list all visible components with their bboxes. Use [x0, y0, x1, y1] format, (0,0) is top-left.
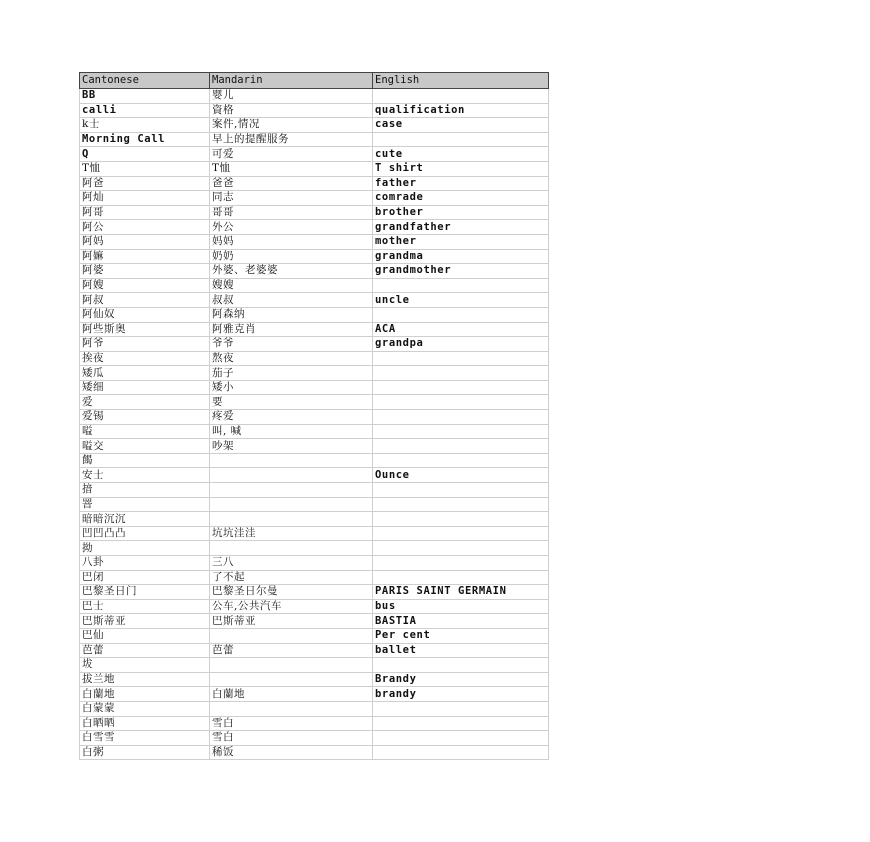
mandarin-cell[interactable]: 外婆、老婆婆 [210, 264, 373, 279]
mandarin-cell[interactable]: 爸爸 [210, 176, 373, 191]
mandarin-cell[interactable]: 疼爱 [210, 410, 373, 425]
cantonese-cell[interactable]: 阿仙奴 [80, 307, 210, 322]
mandarin-cell[interactable]: 叔叔 [210, 293, 373, 308]
english-cell[interactable] [373, 307, 549, 322]
mandarin-cell[interactable]: 熬夜 [210, 351, 373, 366]
cantonese-cell[interactable]: 阿哥 [80, 205, 210, 220]
table-row [80, 745, 549, 760]
table-row [80, 205, 549, 220]
table-header [80, 73, 549, 89]
cantonese-cell[interactable]: 阿爸 [80, 176, 210, 191]
english-cell[interactable]: brandy [373, 687, 549, 702]
english-cell[interactable] [373, 366, 549, 381]
cantonese-cell[interactable]: 阿婆 [80, 264, 210, 279]
english-cell[interactable]: uncle [373, 293, 549, 308]
english-cell[interactable]: father [373, 176, 549, 191]
cantonese-cell[interactable]: 安士 [80, 468, 210, 483]
cantonese-cell[interactable]: 阿叔 [80, 293, 210, 308]
mandarin-cell[interactable]: 要 [210, 395, 373, 410]
cantonese-cell[interactable]: Morning Call [80, 132, 210, 147]
table-row [80, 526, 549, 541]
cantonese-cell[interactable]: 巴士 [80, 599, 210, 614]
english-cell[interactable] [373, 526, 549, 541]
english-cell[interactable] [373, 351, 549, 366]
table-row [80, 556, 549, 571]
table-row [80, 658, 549, 673]
english-cell[interactable]: PARIS SAINT GERMAIN [373, 585, 549, 600]
table-row [80, 220, 549, 235]
cantonese-cell[interactable]: calli [80, 103, 210, 118]
english-cell[interactable]: T shirt [373, 161, 549, 176]
table-row [80, 351, 549, 366]
mandarin-cell[interactable]: T恤 [210, 161, 373, 176]
table-row [80, 731, 549, 746]
mandarin-cell[interactable]: 奶奶 [210, 249, 373, 264]
english-cell[interactable]: comrade [373, 191, 549, 206]
table-row [80, 410, 549, 425]
cantonese-cell[interactable]: 八卦 [80, 556, 210, 571]
table-row [80, 278, 549, 293]
cantonese-cell[interactable]: 阿嫂 [80, 278, 210, 293]
cantonese-cell[interactable]: 白雪雪 [80, 731, 210, 746]
mandarin-cell[interactable]: 巴黎圣日尔曼 [210, 585, 373, 600]
english-cell[interactable]: ballet [373, 643, 549, 658]
english-cell[interactable] [373, 483, 549, 498]
mandarin-cell[interactable]: 矮小 [210, 380, 373, 395]
english-cell[interactable] [373, 132, 549, 147]
mandarin-cell[interactable]: 公车,公共汽车 [210, 599, 373, 614]
cantonese-cell[interactable]: k士 [80, 118, 210, 133]
table-row [80, 380, 549, 395]
mandarin-cell[interactable]: 雪白 [210, 716, 373, 731]
cantonese-cell[interactable]: 拔兰地 [80, 672, 210, 687]
cantonese-cell[interactable]: 嗌 [80, 424, 210, 439]
cantonese-cell[interactable]: 巴仙 [80, 628, 210, 643]
mandarin-cell[interactable] [210, 701, 373, 716]
mandarin-cell[interactable]: 叫, 喊 [210, 424, 373, 439]
english-cell[interactable]: grandfather [373, 220, 549, 235]
table-row [80, 716, 549, 731]
english-cell[interactable]: bus [373, 599, 549, 614]
mandarin-cell[interactable] [210, 453, 373, 468]
table-row [80, 147, 549, 162]
mandarin-cell[interactable]: 婴儿 [210, 89, 373, 104]
cantonese-cell[interactable]: 揞 [80, 483, 210, 498]
english-cell[interactable] [373, 745, 549, 760]
cantonese-cell[interactable]: 阿妈 [80, 234, 210, 249]
cantonese-cell[interactable]: 爱锡 [80, 410, 210, 425]
cantonese-cell[interactable]: 罯 [80, 497, 210, 512]
cantonese-cell[interactable]: 巴闭 [80, 570, 210, 585]
english-cell[interactable] [373, 556, 549, 571]
mandarin-cell[interactable]: 可爱 [210, 147, 373, 162]
mandarin-cell[interactable]: 芭蕾 [210, 643, 373, 658]
mandarin-cell[interactable] [210, 658, 373, 673]
english-cell[interactable] [373, 424, 549, 439]
english-cell[interactable] [373, 410, 549, 425]
english-cell[interactable] [373, 716, 549, 731]
cantonese-cell[interactable]: 挨夜 [80, 351, 210, 366]
mandarin-cell[interactable]: 哥哥 [210, 205, 373, 220]
table-row [80, 570, 549, 585]
cantonese-cell[interactable]: 矮细 [80, 380, 210, 395]
mandarin-cell[interactable]: 阿雅克肖 [210, 322, 373, 337]
table-row [80, 599, 549, 614]
cantonese-cell[interactable]: 坺 [80, 658, 210, 673]
mandarin-cell[interactable] [210, 512, 373, 527]
mandarin-cell[interactable] [210, 628, 373, 643]
mandarin-cell[interactable]: 案件,情况 [210, 118, 373, 133]
mandarin-cell[interactable]: 茄子 [210, 366, 373, 381]
english-cell[interactable]: cute [373, 147, 549, 162]
cantonese-cell[interactable]: 阿些斯奥 [80, 322, 210, 337]
mandarin-cell[interactable]: 嫂嫂 [210, 278, 373, 293]
table-row [80, 687, 549, 702]
table-row [80, 103, 549, 118]
english-cell[interactable] [373, 380, 549, 395]
mandarin-cell[interactable]: 阿森纳 [210, 307, 373, 322]
mandarin-cell[interactable]: 早上的提醒服务 [210, 132, 373, 147]
cantonese-cell[interactable]: 阿爷 [80, 337, 210, 352]
table-row [80, 628, 549, 643]
mandarin-cell[interactable]: 坑坑洼洼 [210, 526, 373, 541]
table-row [80, 439, 549, 454]
table-row [80, 89, 549, 104]
table-row [80, 337, 549, 352]
cantonese-cell[interactable]: T恤 [80, 161, 210, 176]
english-cell[interactable]: ACA [373, 322, 549, 337]
table-row [80, 366, 549, 381]
english-cell[interactable] [373, 658, 549, 673]
english-cell[interactable] [373, 570, 549, 585]
cantonese-cell[interactable]: 巴斯蒂亚 [80, 614, 210, 629]
mandarin-cell[interactable]: 吵架 [210, 439, 373, 454]
english-cell[interactable]: grandpa [373, 337, 549, 352]
english-cell[interactable] [373, 278, 549, 293]
cantonese-cell[interactable]: 暗暗沉沉 [80, 512, 210, 527]
cantonese-cell[interactable]: 餲 [80, 453, 210, 468]
english-cell[interactable]: qualification [373, 103, 549, 118]
mandarin-cell[interactable] [210, 497, 373, 512]
mandarin-cell[interactable] [210, 541, 373, 556]
cantonese-cell[interactable]: 阿公 [80, 220, 210, 235]
cantonese-cell[interactable]: 爱 [80, 395, 210, 410]
english-cell[interactable] [373, 541, 549, 556]
mandarin-cell[interactable]: 了不起 [210, 570, 373, 585]
english-cell[interactable]: Brandy [373, 672, 549, 687]
english-cell[interactable] [373, 731, 549, 746]
english-cell[interactable] [373, 439, 549, 454]
cantonese-cell[interactable]: 芭蕾 [80, 643, 210, 658]
english-cell[interactable]: case [373, 118, 549, 133]
english-cell[interactable] [373, 512, 549, 527]
mandarin-cell[interactable] [210, 483, 373, 498]
english-cell[interactable] [373, 497, 549, 512]
table-row [80, 395, 549, 410]
mandarin-cell[interactable]: 雪白 [210, 731, 373, 746]
english-cell[interactable] [373, 453, 549, 468]
mandarin-cell[interactable] [210, 672, 373, 687]
english-cell[interactable]: brother [373, 205, 549, 220]
header-row [80, 73, 549, 89]
mandarin-cell[interactable]: 巴斯蒂亚 [210, 614, 373, 629]
english-cell[interactable] [373, 89, 549, 104]
table-row [80, 643, 549, 658]
table-row [80, 424, 549, 439]
table-row [80, 541, 549, 556]
table-row [80, 468, 549, 483]
mandarin-cell[interactable]: 妈妈 [210, 234, 373, 249]
header-english[interactable]: English [373, 73, 549, 89]
mandarin-cell[interactable]: 稀饭 [210, 745, 373, 760]
table-row [80, 118, 549, 133]
table-row [80, 132, 549, 147]
table-row [80, 161, 549, 176]
mandarin-cell[interactable]: 同志 [210, 191, 373, 206]
table-row [80, 234, 549, 249]
english-cell[interactable]: Per cent [373, 628, 549, 643]
cantonese-cell[interactable]: 矮瓜 [80, 366, 210, 381]
cantonese-cell[interactable]: 白蒙蒙 [80, 701, 210, 716]
cantonese-cell[interactable]: 凹凹凸凸 [80, 526, 210, 541]
cantonese-cell[interactable]: Q [80, 147, 210, 162]
cantonese-cell[interactable]: 阿嫲 [80, 249, 210, 264]
cantonese-cell[interactable]: 嗌交 [80, 439, 210, 454]
english-cell[interactable] [373, 395, 549, 410]
table-row [80, 512, 549, 527]
table-row [80, 585, 549, 600]
table-row [80, 322, 549, 337]
cantonese-cell[interactable]: 拗 [80, 541, 210, 556]
table-row [80, 264, 549, 279]
mandarin-cell[interactable]: 白蘭地 [210, 687, 373, 702]
table-row [80, 293, 549, 308]
table-row [80, 701, 549, 716]
table-row [80, 483, 549, 498]
table-row [80, 614, 549, 629]
mandarin-cell[interactable] [210, 468, 373, 483]
mandarin-cell[interactable]: 外公 [210, 220, 373, 235]
cantonese-cell[interactable]: BB [80, 89, 210, 104]
table-row [80, 191, 549, 206]
english-cell[interactable] [373, 701, 549, 716]
table-row [80, 672, 549, 687]
vocabulary-table [79, 72, 549, 760]
spreadsheet [79, 72, 548, 760]
cantonese-cell[interactable]: 巴黎圣日门 [80, 585, 210, 600]
table-row [80, 453, 549, 468]
english-cell[interactable]: mother [373, 234, 549, 249]
table-row [80, 497, 549, 512]
english-cell[interactable]: grandma [373, 249, 549, 264]
table-row [80, 176, 549, 191]
cantonese-cell[interactable]: 白晒晒 [80, 716, 210, 731]
table-body [80, 89, 549, 760]
table-row [80, 249, 549, 264]
english-cell[interactable]: BASTIA [373, 614, 549, 629]
cantonese-cell[interactable]: 白蘭地 [80, 687, 210, 702]
mandarin-cell[interactable]: 爷爷 [210, 337, 373, 352]
english-cell[interactable]: grandmother [373, 264, 549, 279]
header-cantonese[interactable]: Cantonese [80, 73, 210, 89]
cantonese-cell[interactable]: 阿灿 [80, 191, 210, 206]
mandarin-cell[interactable]: 資格 [210, 103, 373, 118]
header-mandarin[interactable]: Mandarin [210, 73, 373, 89]
table-row [80, 307, 549, 322]
mandarin-cell[interactable]: 三八 [210, 556, 373, 571]
english-cell[interactable]: Ounce [373, 468, 549, 483]
cantonese-cell[interactable]: 白粥 [80, 745, 210, 760]
